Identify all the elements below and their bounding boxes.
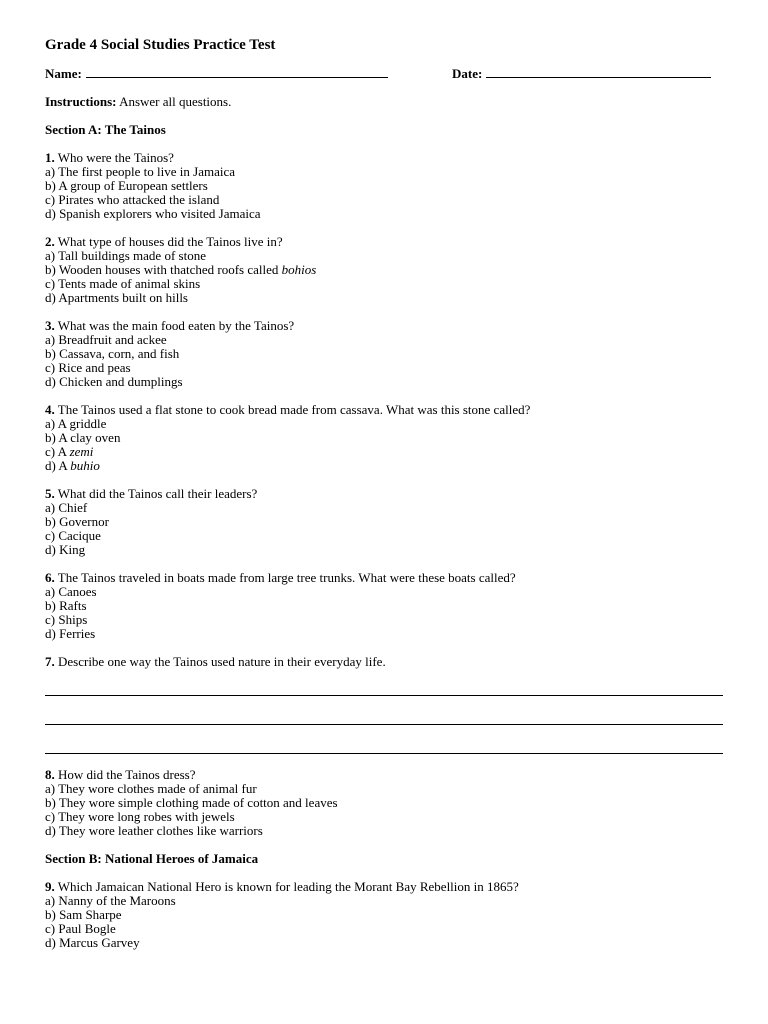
name-field[interactable] (45, 66, 388, 82)
date-label: Date: (452, 66, 483, 81)
option-b: b) A clay oven (45, 430, 121, 445)
question-number: 1. (45, 150, 55, 165)
question-8 (45, 768, 735, 838)
option-d: d) Spanish explorers who visited Jamaica (45, 206, 261, 221)
question-7 (45, 655, 735, 754)
question-number: 3. (45, 318, 55, 333)
instructions-label: Instructions: (45, 94, 117, 109)
option-c: c) Cacique (45, 528, 101, 543)
option-d: d) Ferries (45, 626, 96, 641)
option-d-text: d) A (45, 458, 71, 473)
option-a: a) Canoes (45, 584, 97, 599)
answer-line[interactable] (45, 681, 723, 696)
question-3 (45, 319, 735, 389)
option-d: d) Apartments built on hills (45, 290, 188, 305)
option-a: a) Nanny of the Maroons (45, 893, 176, 908)
question-5 (45, 487, 735, 557)
question-6 (45, 571, 735, 641)
question-9 (45, 880, 735, 950)
option-c (45, 445, 735, 459)
date-field[interactable] (452, 66, 711, 82)
question-text: Who were the Tainos? (57, 150, 174, 165)
option-b: b) Cassava, corn, and fish (45, 346, 180, 361)
option-b: b) They wore simple clothing made of cotton and leaves (45, 795, 338, 810)
option-b: b) Rafts (45, 598, 87, 613)
question-text: What was the main food eaten by the Tainos? (57, 318, 295, 333)
option-c: c) They wore long robes with jewels (45, 809, 235, 824)
answer-line[interactable] (45, 739, 723, 754)
section-a-heading: Section A: The Tainos (45, 122, 166, 137)
question-text: What did the Tainos call their leaders? (57, 486, 258, 501)
answer-line[interactable] (45, 710, 723, 725)
option-d: d) They wore leather clothes like warriors (45, 823, 263, 838)
option-b: b) Sam Sharpe (45, 907, 122, 922)
page-title: Grade 4 Social Studies Practice Test (45, 37, 276, 53)
question-number: 2. (45, 234, 55, 249)
option-a: a) A griddle (45, 416, 107, 431)
question-number: 7. (45, 654, 55, 669)
option-b-italic-term: bohios (281, 262, 317, 277)
answer-lines[interactable] (45, 681, 735, 754)
name-blank-line[interactable] (86, 66, 388, 78)
option-c-text: c) A (45, 444, 70, 459)
section-b-heading: Section B: National Heroes of Jamaica (45, 851, 259, 866)
instructions-text: Answer all questions. (119, 94, 232, 109)
date-blank-line[interactable] (486, 66, 711, 78)
option-b-text: b) Wooden houses with thatched roofs called (45, 262, 282, 277)
option-b: b) A group of European settlers (45, 178, 208, 193)
question-text: The Tainos used a flat stone to cook bread made from cassava. What was this stone called? (57, 402, 531, 417)
option-c-italic-term: zemi (69, 444, 94, 459)
option-b (45, 263, 735, 277)
name-label: Name: (45, 66, 82, 81)
option-c: c) Ships (45, 612, 88, 627)
question-text: Describe one way the Tainos used nature in their everyday life. (58, 654, 386, 669)
question-number: 8. (45, 767, 55, 782)
option-a: a) Tall buildings made of stone (45, 248, 206, 263)
question-text: What type of houses did the Tainos live in? (57, 234, 283, 249)
question-4 (45, 403, 735, 473)
option-c: c) Tents made of animal skins (45, 276, 201, 291)
option-a: a) Chief (45, 500, 88, 515)
option-d-italic-term: buhio (70, 458, 100, 473)
option-c: c) Paul Bogle (45, 921, 116, 936)
question-number: 6. (45, 570, 55, 585)
question-number: 9. (45, 879, 55, 894)
option-d: d) King (45, 542, 86, 557)
option-c: c) Pirates who attacked the island (45, 192, 220, 207)
question-text: The Tainos traveled in boats made from large tree trunks. What were these boats called? (57, 570, 516, 585)
option-a: a) Breadfruit and ackee (45, 332, 167, 347)
option-d: d) Chicken and dumplings (45, 374, 183, 389)
instructions (45, 95, 735, 109)
question-2 (45, 235, 735, 305)
option-a: a) The first people to live in Jamaica (45, 164, 235, 179)
option-d: d) Marcus Garvey (45, 935, 140, 950)
option-b: b) Governor (45, 514, 109, 529)
question-1 (45, 151, 735, 221)
question-text: Which Jamaican National Hero is known for leading the Morant Bay Rebellion in 1865? (57, 879, 519, 894)
option-a: a) They wore clothes made of animal fur (45, 781, 257, 796)
option-c: c) Rice and peas (45, 360, 131, 375)
question-text: How did the Tainos dress? (58, 767, 196, 782)
question-number: 5. (45, 486, 55, 501)
option-d (45, 459, 735, 473)
question-number: 4. (45, 402, 55, 417)
test-content (45, 95, 735, 964)
